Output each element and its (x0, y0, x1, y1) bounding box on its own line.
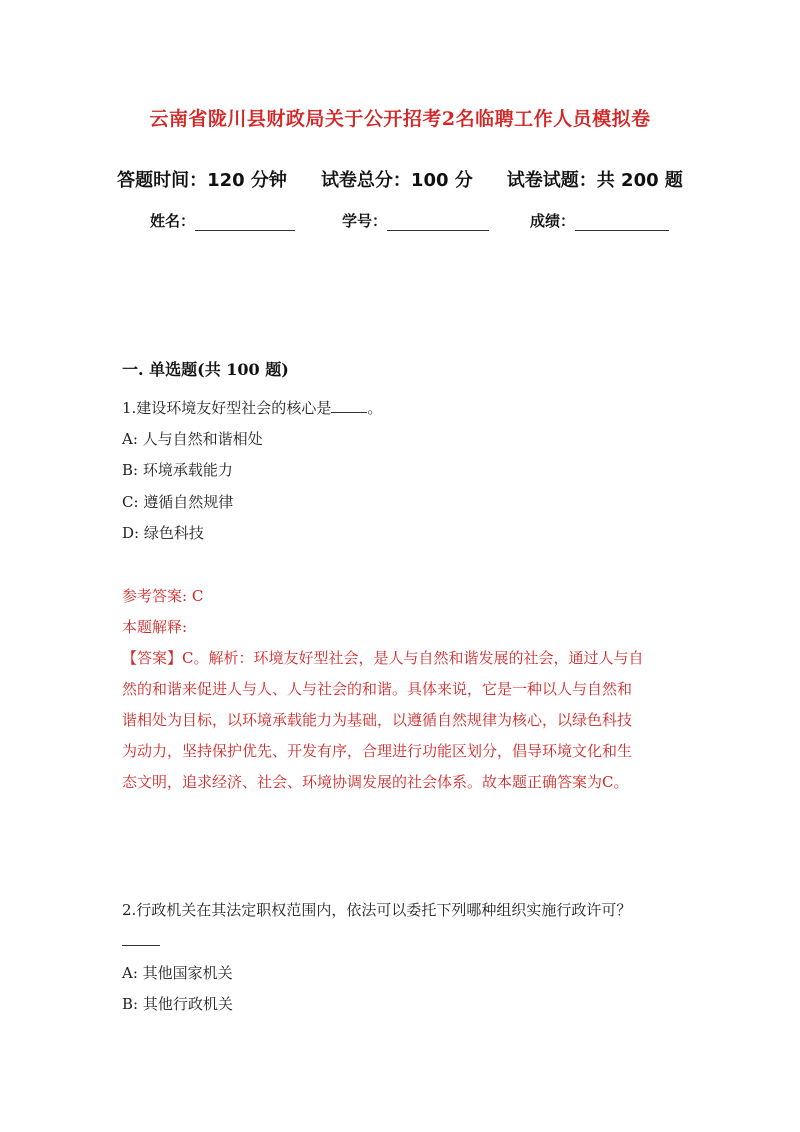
question-1-explanation (122, 643, 682, 798)
question-1-option-b[interactable]: B: 环境承载能力 (122, 461, 233, 479)
name-blank[interactable] (195, 214, 295, 231)
grade-field (530, 210, 669, 231)
question-1-explain-label: 本题解释: (122, 618, 188, 636)
exam-total-score: 试卷总分：100 分 (320, 170, 473, 191)
name-field (150, 210, 295, 231)
section-title: 一. 单选题(共 100 题) (122, 360, 289, 379)
explanation-line: 为动力，坚持保护优先、开发有序，合理进行功能区划分，倡导环境文化和生 (122, 742, 633, 760)
explanation-line: 态文明，追求经济、社会、环境协调发展的社会体系。故本题正确答案为C。 (122, 773, 629, 791)
grade-blank[interactable] (575, 214, 669, 231)
page-title: 云南省陇川县财政局关于公开招考2名临聘工作人员模拟卷 (149, 108, 651, 130)
question-2-option-b[interactable]: B: 其他行政机关 (122, 995, 233, 1013)
exam-time: 答题时间：120 分钟 (117, 170, 287, 191)
name-label: 姓名： (150, 212, 196, 230)
question-1-option-a[interactable]: A: 人与自然和谐相处 (122, 430, 263, 448)
question-2-option-a[interactable]: A: 其他国家机关 (122, 964, 233, 982)
student-id-label: 学号： (342, 212, 388, 230)
question-1-option-d[interactable]: D: 绿色科技 (122, 524, 204, 542)
question-1-stem (122, 397, 382, 419)
question-1-stem-end: 。 (367, 399, 383, 417)
question-1-stem-text: 1.建设环境友好型社会的核心是 (122, 399, 332, 417)
question-1-option-c[interactable]: C: 遵循自然规律 (122, 493, 234, 511)
student-id-field (342, 210, 489, 231)
question-2-stem: 2.行政机关在其法定职权范围内，依法可以委托下列哪种组织实施行政许可？ (122, 901, 632, 919)
explanation-line: 然的和谐来促进人与人、人与社会的和谐。具体来说，它是一种以人与自然和 (122, 680, 633, 698)
student-id-blank[interactable] (387, 214, 489, 231)
exam-question-count: 试卷试题：共 200 题 (506, 170, 683, 191)
explanation-line: 【答案】C。解析：环境友好型社会，是人与自然和谐发展的社会，通过人与自 (122, 649, 644, 667)
explanation-line: 谐相处为目标，以环境承载能力为基础，以遵循自然规律为核心，以绿色科技 (122, 711, 633, 729)
exam-meta (0, 166, 800, 192)
question-1-answer: 参考答案: C (122, 587, 204, 605)
question-2-blank (122, 945, 160, 946)
grade-label: 成绩： (530, 212, 576, 230)
question-1-blank (331, 398, 367, 413)
